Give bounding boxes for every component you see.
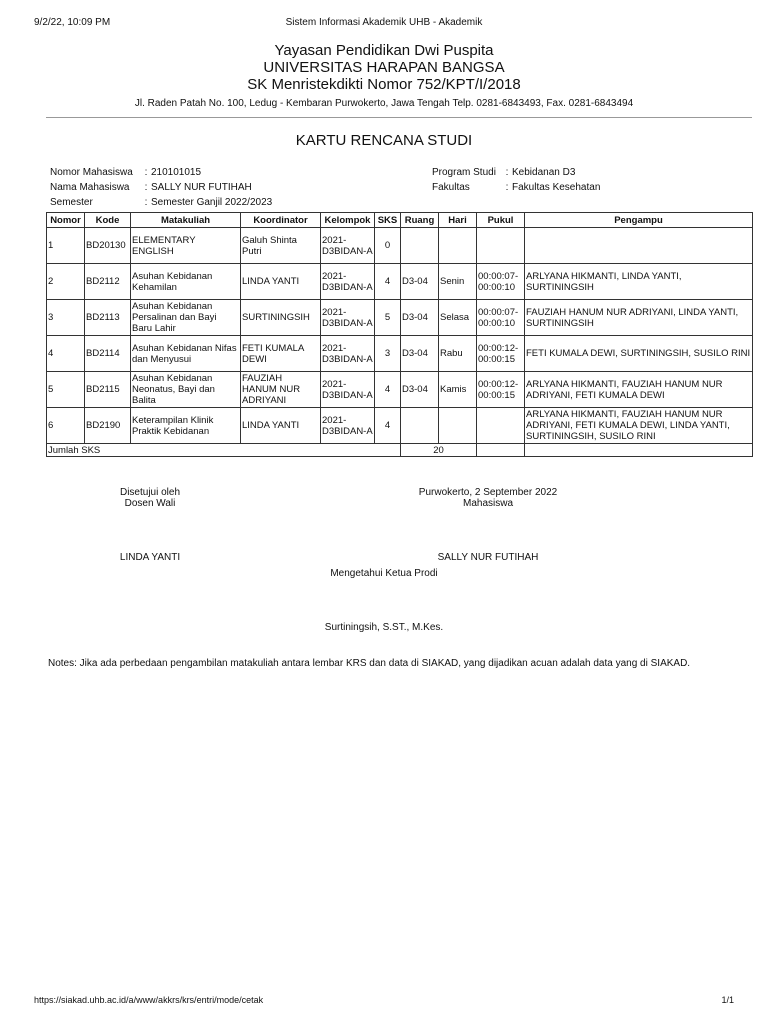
print-datetime: 9/2/22, 10:09 PM xyxy=(34,17,111,28)
cell-kelompok: 2021-D3BIDAN-A xyxy=(321,372,375,408)
cell-matakuliah: Asuhan Kebidanan Persalinan dan Bayi Baru Lahir xyxy=(131,300,241,336)
cell-ruang: D3-04 xyxy=(401,264,439,300)
print-header xyxy=(34,17,734,31)
cell-sks: 0 xyxy=(375,228,401,264)
program-value: Kebidanan D3 xyxy=(512,167,576,178)
nim-row xyxy=(50,165,272,180)
cell-sks: 4 xyxy=(375,408,401,444)
nim-value: 210101015 xyxy=(151,167,202,178)
cell-hari: Selasa xyxy=(439,300,477,336)
cell-pengampu xyxy=(525,228,753,264)
header-sks: SKS xyxy=(375,213,401,228)
cell-no: 4 xyxy=(47,336,85,372)
cell-kelompok: 2021-D3BIDAN-A xyxy=(321,264,375,300)
table-row xyxy=(47,228,753,264)
student-info-left xyxy=(50,165,272,210)
approved-by-label: Disetujui oleh xyxy=(119,487,181,498)
cell-hari xyxy=(439,408,477,444)
cell-pukul: 00:00:07-00:00:10 xyxy=(477,300,525,336)
cell-kelompok: 2021-D3BIDAN-A xyxy=(321,408,375,444)
advisor-approval xyxy=(90,487,210,509)
decree-number: SK Menristekdikti Nomor 752/KPT/I/2018 xyxy=(247,76,521,93)
cell-sks: 3 xyxy=(375,336,401,372)
print-page-number: 1/1 xyxy=(721,995,734,1005)
cell-koordinator: Galuh Shinta Putri xyxy=(241,228,321,264)
cell-kelompok: 2021-D3BIDAN-A xyxy=(321,300,375,336)
cell-pengampu: ARLYANA HIKMANTI, LINDA YANTI, SURTININGSIH xyxy=(525,264,753,300)
colon: : xyxy=(505,182,509,193)
table-row xyxy=(47,408,753,444)
cell-ruang xyxy=(401,228,439,264)
cell-matakuliah: Asuhan Kebidanan Kehamilan xyxy=(131,264,241,300)
header-ruang: Ruang xyxy=(401,213,439,228)
cell-pukul xyxy=(477,408,525,444)
cell-koordinator: LINDA YANTI xyxy=(241,408,321,444)
known-by-label: Mengetahui Ketua Prodi xyxy=(330,568,438,579)
table-row xyxy=(47,300,753,336)
cell-sks: 4 xyxy=(375,264,401,300)
cell-ruang: D3-04 xyxy=(401,300,439,336)
program-row xyxy=(432,165,600,180)
print-page-title: Sistem Informasi Akademik UHB - Akademik xyxy=(285,17,483,28)
cell-hari: Kamis xyxy=(439,372,477,408)
header-kelompok: Kelompok xyxy=(321,213,375,228)
cell-kode: BD2114 xyxy=(85,336,131,372)
cell-no: 3 xyxy=(47,300,85,336)
semester-value: Semester Ganjil 2022/2023 xyxy=(151,197,273,208)
university-name: UNIVERSITAS HARAPAN BANGSA xyxy=(263,59,505,76)
cell-matakuliah: Asuhan Kebidanan Nifas dan Menyusui xyxy=(131,336,241,372)
letterhead xyxy=(0,42,768,109)
cell-kelompok: 2021-D3BIDAN-A xyxy=(321,228,375,264)
cell-kode: BD20130 xyxy=(85,228,131,264)
cell-pukul xyxy=(477,228,525,264)
colon: : xyxy=(144,182,148,193)
cell-kode: BD2190 xyxy=(85,408,131,444)
header-nomor: Nomor xyxy=(47,213,85,228)
cell-pukul: 00:00:12-00:00:15 xyxy=(477,372,525,408)
header-matakuliah: Matakuliah xyxy=(131,213,241,228)
cell-matakuliah: ELEMENTARY ENGLISH xyxy=(131,228,241,264)
name-label: Nama Mahasiswa xyxy=(50,182,130,193)
header-koordinator: Koordinator xyxy=(241,213,321,228)
krs-table xyxy=(46,212,753,457)
faculty-label: Fakultas xyxy=(432,182,470,193)
total-empty-cell xyxy=(477,444,525,457)
faculty-row xyxy=(432,180,600,195)
cell-ruang: D3-04 xyxy=(401,336,439,372)
cell-kode: BD2115 xyxy=(85,372,131,408)
cell-matakuliah: Keterampilan Klinik Praktik Kebidanan xyxy=(131,408,241,444)
cell-pengampu: ARLYANA HIKMANTI, FAUZIAH HANUM NUR ADRIYANI, FETI KUMALA DEWI, LINDA YANTI, SURTININGSIH, SUSILO RINI xyxy=(525,408,753,444)
cell-ruang: D3-04 xyxy=(401,372,439,408)
cell-no: 6 xyxy=(47,408,85,444)
student-info-right xyxy=(432,165,600,195)
cell-kode: BD2113 xyxy=(85,300,131,336)
table-row xyxy=(47,372,753,408)
semester-row xyxy=(50,195,272,210)
cell-no: 2 xyxy=(47,264,85,300)
cell-sks: 4 xyxy=(375,372,401,408)
table-row xyxy=(47,336,753,372)
name-row xyxy=(50,180,272,195)
total-label: Jumlah SKS xyxy=(47,444,401,457)
cell-pengampu: FAUZIAH HANUM NUR ADRIYANI, LINDA YANTI, SURTININGSIH xyxy=(525,300,753,336)
cell-pengampu: ARLYANA HIKMANTI, FAUZIAH HANUM NUR ADRIYANI, FETI KUMALA DEWI xyxy=(525,372,753,408)
print-url: https://siakad.uhb.ac.id/a/www/akkrs/krs/entri/mode/cetak xyxy=(34,995,264,1005)
foundation-name: Yayasan Pendidikan Dwi Puspita xyxy=(274,42,494,59)
nim-label: Nomor Mahasiswa xyxy=(50,167,133,178)
header-kode: Kode xyxy=(85,213,131,228)
cell-hari xyxy=(439,228,477,264)
program-label: Program Studi xyxy=(432,167,496,178)
cell-koordinator: SURTININGSIH xyxy=(241,300,321,336)
cell-hari: Rabu xyxy=(439,336,477,372)
cell-pukul: 00:00:12-00:00:15 xyxy=(477,336,525,372)
cell-matakuliah: Asuhan Kebidanan Neonatus, Bayi dan Balita xyxy=(131,372,241,408)
cell-kode: BD2112 xyxy=(85,264,131,300)
cell-kelompok: 2021-D3BIDAN-A xyxy=(321,336,375,372)
cell-hari: Senin xyxy=(439,264,477,300)
header-hari: Hari xyxy=(439,213,477,228)
total-row xyxy=(47,444,753,457)
cell-koordinator: FAUZIAH HANUM NUR ADRIYANI xyxy=(241,372,321,408)
cell-sks: 5 xyxy=(375,300,401,336)
table-header-row xyxy=(47,213,753,228)
cell-pengampu: FETI KUMALA DEWI, SURTININGSIH, SUSILO RINI xyxy=(525,336,753,372)
name-value: SALLY NUR FUTIHAH xyxy=(151,182,252,193)
cell-koordinator: LINDA YANTI xyxy=(241,264,321,300)
notes: Notes: Jika ada perbedaan pengambilan matakuliah antara lembar KRS dan data di SIAKAD, yang dijadikan acuan adalah data yang di SIAKAD. xyxy=(48,658,691,669)
student-approval xyxy=(398,487,578,509)
colon: : xyxy=(144,197,148,208)
student-role: Mahasiswa xyxy=(462,498,514,509)
header-pengampu: Pengampu xyxy=(525,213,753,228)
cell-pukul: 00:00:07-00:00:10 xyxy=(477,264,525,300)
faculty-value: Fakultas Kesehatan xyxy=(512,182,601,193)
letterhead-divider xyxy=(46,117,752,118)
total-empty-cell xyxy=(525,444,753,457)
cell-no: 5 xyxy=(47,372,85,408)
place-date: Purwokerto, 2 September 2022 xyxy=(418,487,558,498)
advisor-role: Dosen Wali xyxy=(124,498,176,509)
total-sks: 20 xyxy=(401,444,477,457)
cell-koordinator: FETI KUMALA DEWI xyxy=(241,336,321,372)
head-of-program-name: Surtiningsih, S.ST., M.Kes. xyxy=(324,622,444,633)
cell-no: 1 xyxy=(47,228,85,264)
semester-label: Semester xyxy=(50,197,93,208)
header-pukul: Pukul xyxy=(477,213,525,228)
colon: : xyxy=(144,167,148,178)
student-signature-name: SALLY NUR FUTIHAH xyxy=(437,552,539,563)
cell-ruang xyxy=(401,408,439,444)
document-title: KARTU RENCANA STUDI xyxy=(295,132,473,149)
university-address: Jl. Raden Patah No. 100, Ledug - Kembaran Purwokerto, Jawa Tengah Telp. 0281-6843493, Fax. 0281-6843494 xyxy=(134,98,634,109)
colon: : xyxy=(505,167,509,178)
print-footer xyxy=(34,995,734,1009)
advisor-name: LINDA YANTI xyxy=(119,552,181,563)
table-row xyxy=(47,264,753,300)
